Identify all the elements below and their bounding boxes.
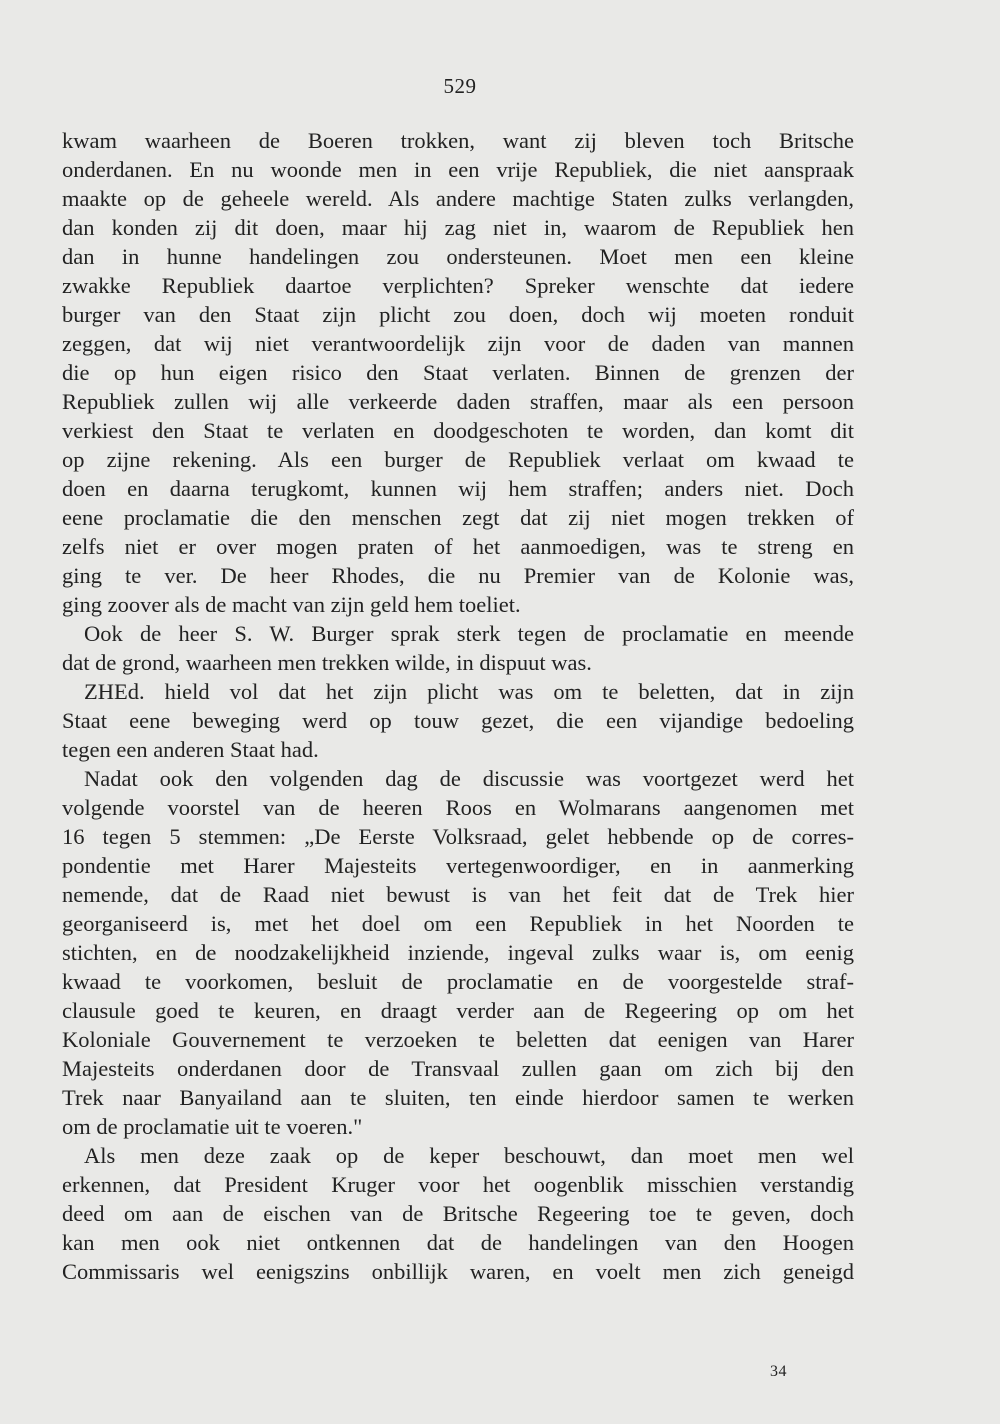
text-line: dan in hunne handelingen zou ondersteunen. Moet men een kleine [62, 244, 854, 269]
text-line: kwaad te voorkomen, besluit de proclamatie en de voorgestelde straf- [62, 969, 854, 994]
text-line: ging te ver. De heer Rhodes, die nu Premier van de Kolonie was, [62, 563, 854, 588]
text-line: deed om aan de eischen van de Britsche Regeering toe te geven, doch [62, 1201, 854, 1226]
text-line: volgende voorstel van de heeren Roos en Wolmarans aangenomen met [62, 795, 854, 820]
paragraph [62, 1141, 854, 1286]
text-line: eene proclamatie die den menschen zegt dat zij niet mogen trekken of [62, 505, 854, 530]
paragraph [62, 126, 854, 619]
text-line: dat de grond, waarheen men trekken wilde, in dispuut was. [62, 650, 592, 675]
text-line: Trek naar Banyailand aan te sluiten, ten einde hierdoor samen te werken [62, 1085, 854, 1110]
text-line: clausule goed te keuren, en draagt verder aan de Regeering op om het [62, 998, 854, 1023]
text-line: die op hun eigen risico den Staat verlaten. Binnen de grenzen der [62, 360, 854, 385]
text-line: onderdanen. En nu woonde men in een vrije Republiek, die niet aanspraak [62, 157, 854, 182]
text-line: zelfs niet er over mogen praten of het aanmoedigen, was te streng en [62, 534, 854, 559]
text-line: Ook de heer S. W. Burger sprak sterk tegen de proclamatie en meende [84, 621, 854, 646]
text-line: ging zoover als de macht van zijn geld hem toeliet. [62, 592, 521, 617]
text-line: pondentie met Harer Majesteits vertegenwoordiger, en in aanmerking [62, 853, 854, 878]
text-line: doen en daarna terugkomt, kunnen wij hem straffen; anders niet. Doch [62, 476, 854, 501]
paragraph [62, 764, 854, 1141]
text-line: op zijne rekening. Als een burger de Republiek verlaat om kwaad te [62, 447, 854, 472]
text-line: georganiseerd is, met het doel om een Republiek in het Noorden te [62, 911, 854, 936]
text-line: nemende, dat de Raad niet bewust is van het feit dat de Trek hier [62, 882, 854, 907]
text-line: zeggen, dat wij niet verantwoordelijk zijn voor de daden van mannen [62, 331, 854, 356]
text-line: Als men deze zaak op de keper beschouwt, dan moet men wel [84, 1143, 854, 1168]
text-line: verkiest den Staat te verlaten en doodgeschoten te worden, dan komt dit [62, 418, 854, 443]
text-line: Koloniale Gouvernement te verzoeken te beletten dat eenigen van Harer [62, 1027, 854, 1052]
text-line: ZHEd. hield vol dat het zijn plicht was om te beletten, dat in zijn [84, 679, 854, 704]
text-line: stichten, en de noodzakelijkheid inziende, ingeval zulks waar is, om eenig [62, 940, 854, 965]
page-number: 529 [443, 74, 477, 98]
signature-mark: 34 [770, 1363, 787, 1380]
text-line: erkennen, dat President Kruger voor het oogenblik misschien verstandig [62, 1172, 854, 1197]
paragraph [62, 619, 854, 677]
text-line: kan men ook niet ontkennen dat de handelingen van den Hoogen [62, 1230, 854, 1255]
text-line: Staat eene beweging werd op touw gezet, die een vijandige bedoeling [62, 708, 854, 733]
text-line: tegen een anderen Staat had. [62, 737, 319, 762]
text-line: Nadat ook den volgenden dag de discussie was voortgezet werd het [84, 766, 854, 791]
text-line: maakte op de geheele wereld. Als andere machtige Staten zulks verlangden, [62, 186, 854, 211]
text-line: dan konden zij dit doen, maar hij zag niet in, waarom de Republiek hen [62, 215, 854, 240]
paragraph [62, 677, 854, 764]
text-line: 16 tegen 5 stemmen: „De Eerste Volksraad, gelet hebbende op de corres- [62, 824, 854, 849]
text-line: om de proclamatie uit te voeren." [62, 1114, 363, 1139]
text-line: kwam waarheen de Boeren trokken, want zij bleven toch Britsche [62, 128, 854, 153]
body-text [62, 126, 854, 1286]
text-line: Commissaris wel eenigszins onbillijk waren, en voelt men zich geneigd [62, 1259, 854, 1284]
text-line: Majesteits onderdanen door de Transvaal zullen gaan om zich bij den [62, 1056, 854, 1081]
text-line: burger van den Staat zijn plicht zou doen, doch wij moeten ronduit [62, 302, 854, 327]
text-line: zwakke Republiek daartoe verplichten? Spreker wenschte dat iedere [62, 273, 854, 298]
text-line: Republiek zullen wij alle verkeerde daden straffen, maar als een persoon [62, 389, 854, 414]
